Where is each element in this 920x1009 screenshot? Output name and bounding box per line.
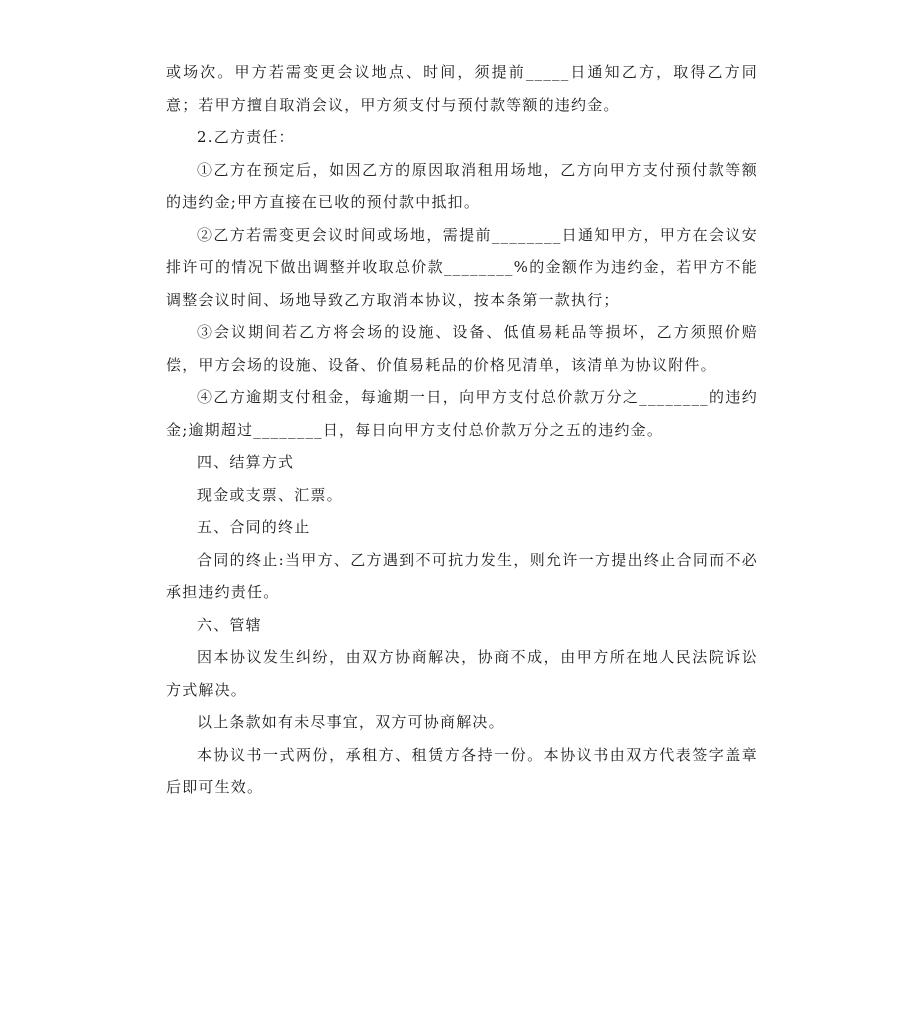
- paragraph-11: 因本协议发生纠纷，由双方协商解决，协商不成，由甲方所在地人民法院诉讼方式解决。: [166, 648, 758, 699]
- paragraph-9: 合同的终止:当甲方、乙方遇到不可抗力发生，则允许一方提出终止合同而不必承担违约责任。: [166, 550, 758, 601]
- paragraph-5: ④乙方逾期支付租金，每逾期一日，向甲方支付总价款万分之________的违约金;逾期超过________日，每日向甲方支付总价款万分之五的违约金。: [166, 388, 758, 439]
- section-heading-termination: 五、合同的终止: [197, 518, 311, 536]
- paragraph-3: ②乙方若需变更会议时间或场地，需提前________日通知甲方，甲方在会议安排许可的情况下做出调整并收取总价款________%的金额作为违约金，若甲方不能调整会议时间、场地导致乙方取消本协议，按本条第一款执行；: [166, 225, 758, 309]
- paragraph-1: 2.乙方责任：: [197, 128, 295, 146]
- section-heading-settlement: 四、结算方式: [197, 453, 295, 471]
- paragraph-0: 或场次。甲方若需变更会议地点、时间，须提前_____日通知乙方，取得乙方同意；若甲方擅自取消会议，甲方须支付与预付款等额的违约金。: [166, 63, 758, 114]
- paragraph-12: 以上条款如有未尽事宜，双方可协商解决。: [197, 713, 505, 731]
- section-heading-jurisdiction: 六、管辖: [197, 615, 262, 634]
- document-body: [166, 56, 758, 804]
- paragraph-2: ①乙方在预定后，如因乙方的原因取消租用场地，乙方向甲方支付预付款等额的违约金;甲方直接在已收的预付款中抵扣。: [166, 160, 758, 211]
- paragraph-7: 现金或支票、汇票。: [197, 485, 343, 504]
- paragraph-4: ③会议期间若乙方将会场的设施、设备、低值易耗品等损坏，乙方须照价赔偿，甲方会场的设施、设备、价值易耗品的价格见清单，该清单为协议附件。: [166, 323, 758, 374]
- paragraph-13: 本协议书一式两份，承租方、租赁方各持一份。本协议书由双方代表签字盖章后即可生效。: [166, 745, 758, 796]
